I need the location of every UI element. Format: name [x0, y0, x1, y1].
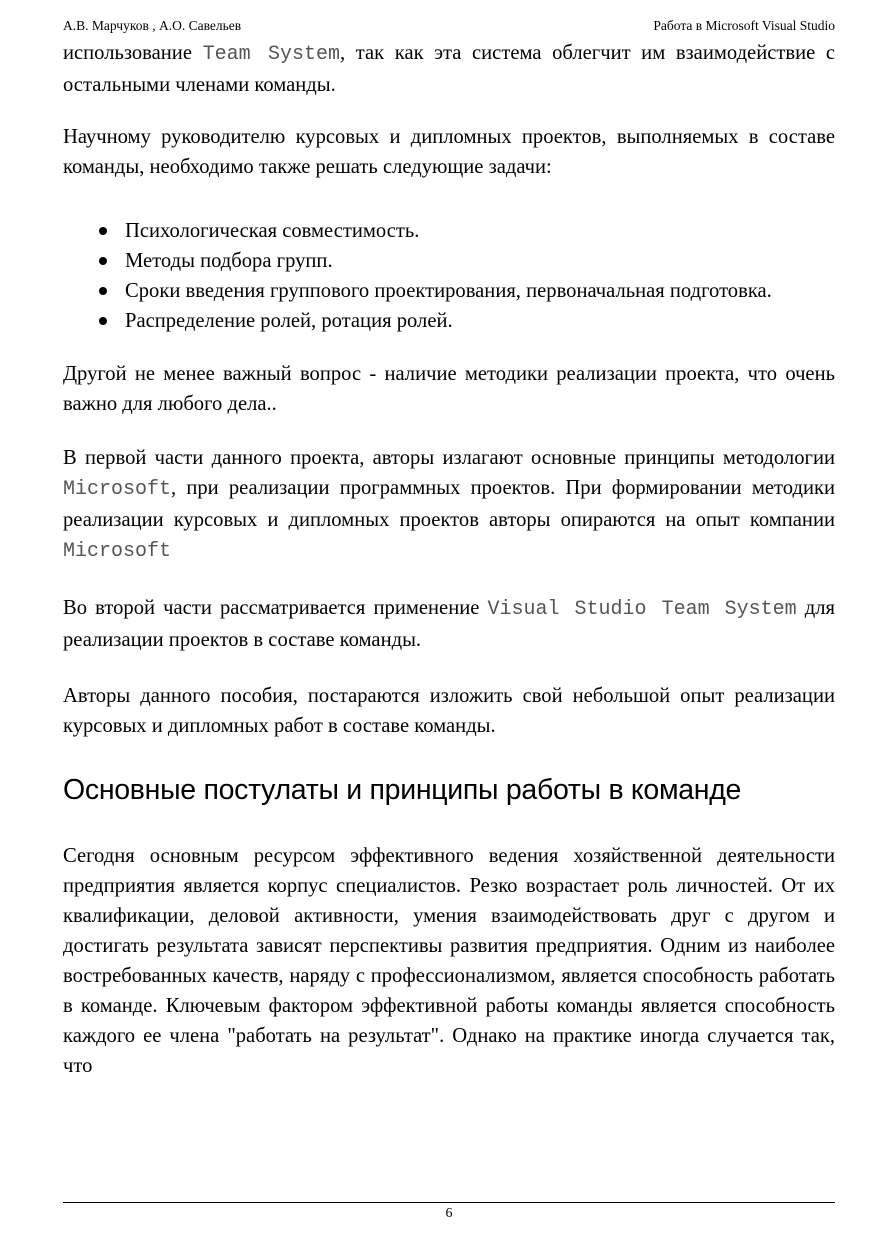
- paragraph-methodology: Другой не менее важный вопрос - наличие методики реализации проекта, что очень важно для любого дела..: [63, 363, 835, 415]
- bullet-icon: [99, 257, 107, 265]
- paragraph-text: для реализации проектов в составе команды.: [63, 597, 835, 651]
- footer-divider: [63, 1202, 835, 1203]
- paragraph-text: , при реализации программных проектов. При формировании методики реализации курсовых и дипломных проектов авторы опираются на опыт компании: [63, 477, 835, 531]
- section-heading: Основные постулаты и принципы работы в команде: [63, 774, 742, 806]
- code-term: Visual Studio Team System: [487, 598, 797, 621]
- paragraph-authors-note: Авторы данного пособия, постараются изложить свой небольшой опыт реализации курсовых и дипломных работ в составе команды.: [63, 685, 835, 737]
- code-term: Microsoft: [63, 540, 172, 563]
- code-term: Team System: [202, 43, 341, 66]
- paragraph-part-two: [63, 593, 835, 655]
- paragraph-text: Во второй части рассматривается применение: [63, 597, 488, 619]
- paragraph-team-system: [63, 38, 835, 100]
- page-header: [63, 17, 835, 35]
- header-title: Работа в Microsoft Visual Studio: [653, 18, 835, 33]
- bullet-icon: [99, 317, 107, 325]
- task-list: [63, 216, 835, 336]
- list-item-text: Сроки введения группового проектирования, первоначальная подготовка.: [125, 280, 772, 302]
- bullet-icon: [99, 227, 107, 235]
- paragraph-text: использование: [63, 42, 203, 64]
- paragraph-text: , так как эта система облегчит им взаимодействие с остальными членами команды.: [63, 42, 835, 96]
- paragraph-part-one: [63, 443, 835, 567]
- bullet-icon: [99, 287, 107, 295]
- header-authors: А.В. Марчуков , А.О. Савельев: [63, 18, 242, 33]
- paragraph-text: В первой части данного проекта, авторы излагают основные принципы методологии: [63, 447, 835, 469]
- list-item-text: Методы подбора групп.: [125, 250, 333, 272]
- list-item: [125, 276, 835, 306]
- list-item: [125, 216, 835, 246]
- list-item: [125, 246, 835, 276]
- list-item: [125, 306, 835, 336]
- paragraph-teamwork: Сегодня основным ресурсом эффективного ведения хозяйственной деятельности предприятия является корпус специалистов. Резко возрастает роль личностей. От их квалификации, деловой активности, умения взаимодействовать друг с другом и достигать результата зависят перспективы развития предприятия. Одним из наиболее востребованных качеств, наряду с профессионализмом, является способность работать в команде. Ключевым фактором эффективной работы команды является способность каждого ее члена "работать на результат". Однако на практике иногда случается так, что: [63, 845, 835, 1077]
- page-body: [63, 38, 835, 1081]
- code-term: Microsoft: [63, 478, 172, 501]
- list-item-text: Психологическая совместимость.: [125, 220, 420, 242]
- paragraph-supervisor-tasks: Научному руководителю курсовых и дипломных проектов, выполняемых в составе команды, необходимо также решать следующие задачи:: [63, 126, 835, 178]
- page-number: 6: [445, 1206, 453, 1221]
- list-item-text: Распределение ролей, ротация ролей.: [125, 310, 453, 332]
